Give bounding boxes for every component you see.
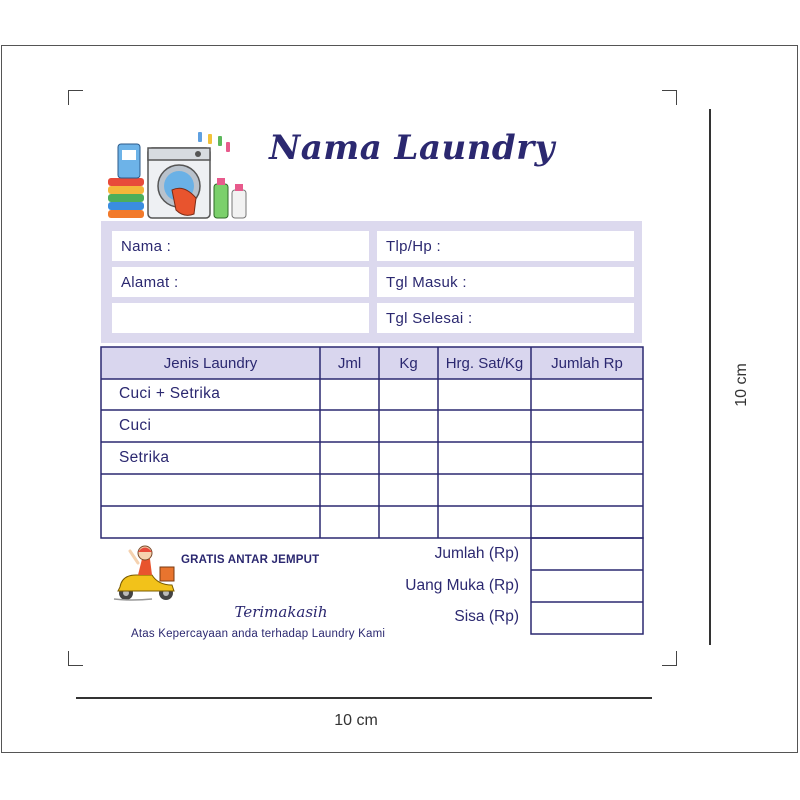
row-cuci-setrika: Cuci + Setrika: [119, 385, 221, 402]
col-jenis-laundry: Jenis Laundry: [163, 354, 258, 372]
uang-muka-label: Uang Muka (Rp): [405, 577, 519, 594]
tgl-masuk-field[interactable]: Tgl Masuk :: [377, 267, 634, 297]
alamat-extra-field[interactable]: [112, 303, 369, 333]
sisa-label: Sisa (Rp): [454, 608, 519, 625]
width-dimension-line: [76, 697, 652, 699]
page-title: Nama Laundry: [269, 128, 555, 168]
tlp-field[interactable]: Tlp/Hp :: [377, 231, 634, 261]
row-setrika: Setrika: [119, 449, 170, 466]
width-dimension-label: 10 cm: [334, 712, 378, 729]
tgl-selesai-field[interactable]: Tgl Selesai :: [377, 303, 634, 333]
height-dimension-label: 10 cm: [733, 363, 750, 407]
height-dimension-line: [709, 109, 711, 645]
washing-machine-icon: [106, 128, 254, 222]
thanks-subtext: Atas Kepercayaan anda terhadap Laundry Kami: [131, 628, 386, 640]
crop-mark-top-right: [662, 90, 677, 105]
nama-field[interactable]: Nama :: [112, 231, 369, 261]
crop-mark-bottom-left: [68, 651, 83, 666]
jumlah-label: Jumlah (Rp): [434, 545, 519, 562]
col-kg: Kg: [399, 354, 418, 372]
thanks-heading: Terimakasih: [234, 603, 328, 621]
alamat-field[interactable]: Alamat :: [112, 267, 369, 297]
col-jumlah-rp: Jumlah Rp: [551, 354, 623, 372]
col-harga-satuan: Hrg. Sat/Kg: [445, 354, 524, 372]
promo-text: GRATIS ANTAR JEMPUT: [181, 554, 320, 566]
delivery-scooter-icon: [112, 543, 184, 605]
crop-mark-bottom-right: [662, 651, 677, 666]
crop-mark-top-left: [68, 90, 83, 105]
row-cuci: Cuci: [119, 417, 152, 434]
col-jml: Jml: [337, 354, 362, 372]
